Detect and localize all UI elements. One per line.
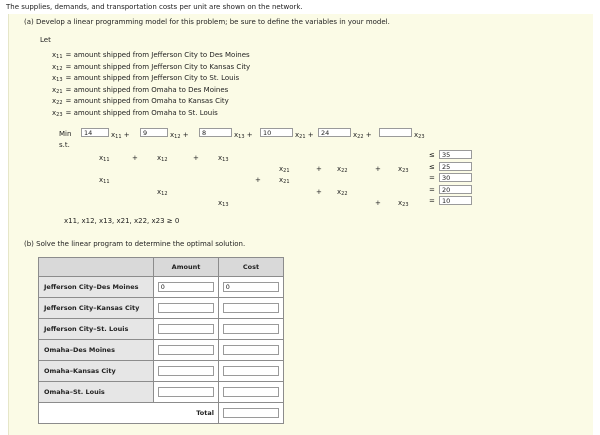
intro-text: The supplies, demands, and transportation costs per unit are shown on the network. xyxy=(6,3,303,11)
coef-x11-input[interactable] xyxy=(81,128,109,137)
table-row xyxy=(39,361,284,382)
cost-column-header: Cost xyxy=(219,258,284,277)
cost-input[interactable] xyxy=(223,345,279,355)
total-label: Total xyxy=(39,403,219,424)
coef-x22-input[interactable] xyxy=(318,128,351,137)
variable-definition-text: = amount shipped from Jefferson City to Kansas City xyxy=(65,62,251,71)
variable-definition xyxy=(52,97,229,106)
rhs-input-3[interactable] xyxy=(439,173,472,182)
variable-symbol: $x_{11}$ xyxy=(52,51,63,60)
route-label: Jefferson City–Kansas City xyxy=(39,298,154,319)
cost-input[interactable] xyxy=(223,303,279,313)
results-header-blank xyxy=(39,258,154,277)
results-header-row xyxy=(39,258,284,277)
variable-definition xyxy=(52,63,250,72)
nonnegativity-constraint: x11, x12, x13, x21, x22, x23 ≥ 0 xyxy=(64,217,180,225)
route-label: Omaha–Kansas City xyxy=(39,361,154,382)
variable-definition-text: = amount shipped from Jefferson City to Des Moines xyxy=(65,51,250,59)
variable-symbol: $x_{13}$ xyxy=(52,74,63,83)
amount-input[interactable] xyxy=(158,366,214,376)
rhs-input-2[interactable] xyxy=(439,162,472,171)
coef-x21-input[interactable] xyxy=(260,128,293,137)
results-table xyxy=(38,257,284,424)
relation-symbol-4: = xyxy=(429,186,435,194)
table-row xyxy=(39,319,284,340)
variable-definition xyxy=(52,86,228,95)
obj-term-x23: $x_{23}$ xyxy=(414,131,425,140)
st-label: s.t. xyxy=(59,141,70,149)
variable-definition xyxy=(52,51,250,60)
variable-symbol: $x_{23}$ xyxy=(52,108,63,118)
table-row xyxy=(39,298,284,319)
obj-term-x13: $x_{13}$ + xyxy=(234,131,253,140)
obj-term-x22: $x_{22}$ + xyxy=(353,131,372,140)
cost-input[interactable] xyxy=(223,282,279,292)
obj-term-x12: $x_{12}$ + xyxy=(170,131,189,140)
table-row xyxy=(39,340,284,361)
min-label: Min xyxy=(59,130,72,138)
variable-definition xyxy=(52,109,218,118)
cost-input[interactable] xyxy=(223,324,279,334)
rhs-input-4[interactable] xyxy=(439,185,472,194)
relation-symbol-1: ≤ xyxy=(429,151,435,159)
variable-symbol: $x_{22}$ xyxy=(52,97,63,106)
amount-column-header: Amount xyxy=(154,258,219,277)
cost-input[interactable] xyxy=(223,387,279,397)
route-label: Omaha–St. Louis xyxy=(39,382,154,403)
cost-input[interactable] xyxy=(223,366,279,376)
amount-input[interactable] xyxy=(158,282,214,292)
variable-definition-text: = amount shipped from Omaha to Des Moines xyxy=(65,85,229,94)
coef-x23-input[interactable] xyxy=(379,128,412,137)
total-cost-input[interactable] xyxy=(223,408,279,418)
variable-definition-text: = amount shipped from Jefferson City to St. Louis xyxy=(65,74,240,82)
relation-symbol-3: = xyxy=(429,174,435,182)
coef-x13-input[interactable] xyxy=(199,128,232,137)
rhs-input-1[interactable] xyxy=(439,150,472,159)
variable-definition-text: = amount shipped from Omaha to St. Louis xyxy=(65,108,218,117)
route-label: Jefferson City–St. Louis xyxy=(39,319,154,340)
variable-symbol: $x_{21}$ xyxy=(52,85,63,95)
variable-symbol: $x_{12}$ xyxy=(52,62,63,72)
variable-definition xyxy=(52,74,239,83)
rhs-input-5[interactable] xyxy=(439,196,472,205)
total-row xyxy=(39,403,284,424)
amount-input[interactable] xyxy=(158,387,214,397)
variable-definition-text: = amount shipped from Omaha to Kansas City xyxy=(65,97,229,105)
obj-term-x11: $x_{11}$ + xyxy=(111,131,130,140)
part-a-prompt: (a) Develop a linear programming model for this problem; be sure to define the variables in your model. xyxy=(24,18,390,26)
obj-term-x21: $x_{21}$ + xyxy=(295,131,314,140)
amount-input[interactable] xyxy=(158,303,214,313)
relation-symbol-2: ≤ xyxy=(429,163,435,171)
route-label: Omaha–Des Moines xyxy=(39,340,154,361)
relation-symbol-5: = xyxy=(429,197,435,205)
route-label: Jefferson City–Des Moines xyxy=(39,277,154,298)
table-row xyxy=(39,277,284,298)
amount-input[interactable] xyxy=(158,324,214,334)
table-row xyxy=(39,382,284,403)
let-label: Let xyxy=(40,36,51,44)
coef-x12-input[interactable] xyxy=(140,128,168,137)
amount-input[interactable] xyxy=(158,345,214,355)
part-b-prompt: (b) Solve the linear program to determine the optimal solution. xyxy=(24,240,246,248)
